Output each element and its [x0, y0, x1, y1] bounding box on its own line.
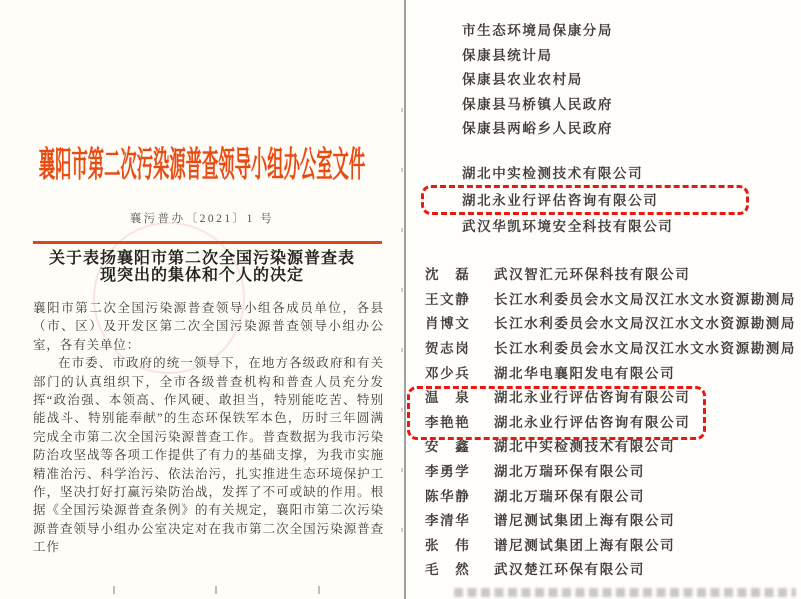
person-row — [406, 433, 801, 458]
person-organization: 湖北万瑞环保有限公司 — [494, 464, 645, 480]
person-organization: 长江水利委员会水文局汉江水文水资源勘测局 — [494, 316, 796, 332]
person-name: 陈华静 — [425, 488, 471, 504]
org-list-item: 保康县两峪乡人民政府 — [462, 121, 613, 137]
document-header-title: 襄阳市第二次污染源普查领导小组办公室文件 — [38, 145, 366, 185]
person-name: 王文静 — [425, 291, 471, 307]
scan-artifact-tick — [401, 168, 403, 172]
person-row — [406, 335, 801, 360]
person-name: 毛 然 — [425, 562, 471, 578]
document-title-line1: 关于表扬襄阳市第二次全国污染源普查表 — [48, 250, 355, 267]
person-row — [406, 507, 801, 532]
scan-artifact-tick — [401, 108, 403, 112]
person-name: 肖博文 — [425, 316, 471, 332]
person-organization: 长江水利委员会水文局汉江水文水资源勘测局 — [494, 291, 796, 307]
header-divider-rule — [33, 241, 382, 244]
scan-artifact-tick — [401, 408, 403, 412]
person-row — [406, 261, 801, 286]
person-organization: 谱尼测试集团上海有限公司 — [494, 513, 676, 529]
person-organization: 谱尼测试集团上海有限公司 — [494, 537, 676, 553]
cut-off-blurred-text-row — [454, 588, 796, 597]
document-body — [33, 299, 384, 557]
organization-list — [462, 19, 792, 142]
scan-artifact-tick — [401, 468, 403, 472]
org-list-item: 保康县马桥镇人民政府 — [462, 96, 613, 112]
person-name: 李勇学 — [425, 464, 471, 480]
person-organization: 湖北中实检测技术有限公司 — [494, 439, 676, 455]
body-paragraph-main: 在市委、市政府的统一领导下，在地方各级政府和有关部门的认真组织下，全市各级普查机构和普查人员充分发挥“政治强、本领高、作风硬、敢担当，特别能吃苦、特别能战斗、特别能奉献”的生态环保铁军本色，历时三年圆满完成全市第二次全国污染源普查工作。普查数据为我市污染防治攻坚战等各项工作提供了有力的基础支撑，为我市实施精准治污、科学治污、依法治污，扎实推进生态环境保护工作，坚决打好打赢污染防治战，发挥了不可或缺的作用。根据《全国污染源普查条例》的有关规定，襄阳市第二次污染源普查领导小组办公室决定对在我市第二次全国污染源普查工作 — [33, 356, 384, 555]
org-list-item: 保康县农业农村局 — [462, 72, 583, 88]
person-organization: 湖北永业行评估咨询有限公司 — [494, 414, 691, 430]
scan-artifact-tick — [401, 528, 403, 532]
person-organization: 武汉智汇元环保科技有限公司 — [494, 267, 691, 283]
company-list-item: 湖北中实检测技术有限公司 — [462, 166, 644, 181]
body-paragraph-salutation: 襄阳市第二次全国污染源普查领导小组各成员单位，各县（市、区）及开发区第二次全国污染源普查领导小组办公室，各有关单位： — [33, 301, 384, 352]
person-row — [406, 310, 801, 335]
person-name: 张 伟 — [425, 537, 471, 553]
document-header-banner — [0, 134, 404, 188]
person-row — [406, 458, 801, 483]
company-list-item: 武汉华凯环境安全科技有限公司 — [462, 219, 674, 234]
scan-artifact-tick — [401, 228, 403, 232]
person-award-list — [406, 261, 801, 581]
person-name: 沈 磊 — [425, 267, 471, 283]
scan-artifact-tick — [401, 348, 403, 352]
scan-artifact-tick — [215, 586, 217, 594]
document-page-right — [406, 0, 801, 599]
person-organization: 湖北永业行评估咨询有限公司 — [494, 390, 691, 406]
org-list-item: 市生态环境局保康分局 — [462, 23, 613, 38]
person-name: 李艳艳 — [425, 414, 471, 430]
person-row — [406, 532, 801, 557]
person-row — [406, 286, 801, 311]
person-name: 温 泉 — [425, 390, 471, 406]
person-name: 邓少兵 — [425, 365, 471, 381]
company-list — [462, 161, 792, 241]
person-name: 安 鑫 — [425, 439, 471, 455]
document-title-line2: 现突出的集体和个人的决定 — [99, 267, 304, 284]
person-row — [406, 556, 801, 581]
scan-artifact-tick — [401, 288, 403, 292]
person-row-highlighted — [406, 409, 801, 434]
person-organization: 湖北万瑞环保有限公司 — [494, 488, 645, 504]
person-organization: 湖北华电襄阳发电有限公司 — [494, 365, 676, 381]
document-title — [12, 250, 392, 284]
person-organization: 武汉楚江环保有限公司 — [494, 562, 645, 578]
scan-artifact-tick — [113, 586, 115, 594]
scan-artifact-tick — [318, 586, 320, 594]
person-row-highlighted — [406, 384, 801, 409]
person-row — [406, 359, 801, 384]
person-organization: 长江水利委员会水文局汉江水文水资源勘测局 — [494, 341, 796, 357]
person-row — [406, 482, 801, 507]
person-name: 贺志岗 — [425, 341, 471, 357]
company-list-item-highlighted: 湖北永业行评估咨询有限公司 — [462, 192, 659, 208]
person-name: 李清华 — [425, 513, 471, 529]
document-number: 襄污普办〔2021〕1 号 — [129, 213, 275, 225]
org-list-item: 保康县统计局 — [462, 47, 553, 63]
